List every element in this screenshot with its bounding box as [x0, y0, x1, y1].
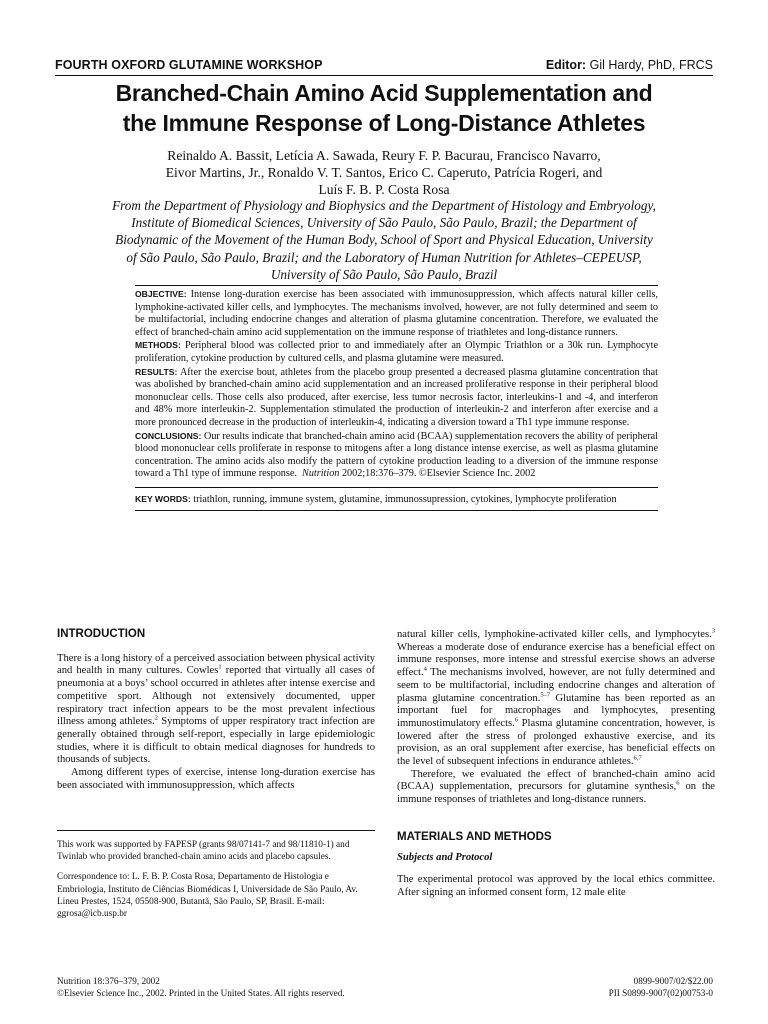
footer-copyright-line: ©Elsevier Science Inc., 2002. Printed in the United States. All rights reserved.: [57, 988, 345, 998]
running-header: [55, 52, 713, 76]
editor-name: Gil Hardy, PhD, FRCS: [589, 58, 713, 72]
right-p1-text-c: The mechanisms involved, however, are not fully determined and seem to be multifactorial, including endocrine changes and alteration of plasma glutamine concentration.: [397, 667, 715, 704]
right-paragraph-3: The experimental protocol was approved by the local ethics committee. After signing an informed consent form, 12 male elite: [397, 874, 715, 898]
ref-mark: 6: [514, 716, 519, 724]
article-title: [55, 78, 713, 138]
ref-mark: 6: [676, 779, 680, 787]
right-p1-text-d: Glutamine has been reported as an important fuel for macrophages and lymphocytes, presenting immunostimulatory effects.: [397, 692, 715, 729]
footer-pii: PII S0899-9007(02)00753-0: [608, 988, 713, 998]
keywords-text: triathlon, running, immune system, glutamine, immunossupression, cytokines, lymphocyte proliferation: [193, 493, 617, 505]
ref-mark: 5–7: [540, 690, 551, 698]
affiliations: From the Department of Physiology and Biophysics and the Department of Histology and Embryology, Institute of Biomedical Sciences, University of São Paulo, São Paulo, Brazil; the Department of Biodynamic of the Movement of the Human Body, School of Sport and Physical Education, University of São Paulo, São Paulo, Brazil; and the Laboratory of Human Nutrition for Athletes–CEPEUSP, University of São Paulo, São Paulo, Brazil: [112, 198, 656, 282]
abstract-results: [135, 366, 658, 430]
ref-mark: 6,7: [633, 754, 642, 762]
title-line-1: Branched-Chain Amino Acid Supplementation and: [115, 80, 653, 106]
authors-line-1: Reinaldo A. Bassit, Letícia A. Sawada, Reury F. P. Bacurau, Francisco Navarro,: [167, 148, 601, 163]
authors-line-2: Eivor Martins, Jr., Ronaldo V. T. Santos, Erico C. Caperuto, Patrícia Rogeri, and: [165, 165, 603, 180]
intro-p1-text-b: reported that virtually all cases of pneumonia at a boys’ school occurred in athletes after intense exercise and competitive sport. Although not extensively documented, upper respiratory tract infection appears to be the most prevalent infectious illness among athletes.: [57, 665, 375, 728]
methods-heading: MATERIALS AND METHODS: [397, 830, 552, 843]
ref-mark: 4: [423, 665, 427, 673]
objective-text: Intense long-duration exercise has been associated with immunosuppression, which affects natural killer cells, lymphokine-activated killer cells, and lymphocytes. The mechanisms involved, however, are not fully determined and seem to be multifactorial, including endocrine changes and alteration of plasma glutamine concentration. Therefore, we evaluated the effect of branched-chain amino acid supplementation on the immune response of triathletes and long-distance runners.: [135, 289, 659, 338]
title-line-2: the Immune Response of Long-Distance Athletes: [122, 110, 646, 136]
right-p1-text-a: natural killer cells, lymphokine-activated killer cells, and lymphocytes.: [397, 629, 712, 640]
abstract-objective: [135, 288, 658, 339]
introduction-heading: INTRODUCTION: [57, 628, 146, 640]
methods-text: Peripheral blood was collected prior to and immediately after an Olympic Triathlon or a 30k run. Lymphocyte proliferation, cytokine production by cultured cells, and plasma glutamine were measured.: [135, 340, 658, 364]
right-column: [397, 629, 715, 900]
author-list: [130, 147, 638, 198]
abstract-keywords: [135, 487, 658, 507]
left-column: [57, 628, 375, 792]
ref-mark: 1: [218, 663, 222, 671]
correspondence-footnote: Correspondence to: L. F. B. P. Costa Rosa, Departamento de Histologia e Embriologia, Instituto de Ciências Biomédicas I, Universidade de São Paulo, Av. Lineu Prestes, 1524, 05508-900, Butantã, São Paulo, SP, Brasil. E-mail: ggrosa@icb.usp.br: [57, 872, 358, 920]
intro-paragraph-2: Among different types of exercise, intense long-duration exercise has been associated with immunosuppression, which affects: [57, 767, 375, 791]
right-paragraph-2: [397, 769, 715, 807]
footer-citation: [57, 975, 345, 999]
ref-mark: 2: [154, 714, 158, 722]
right-paragraph-1: [397, 629, 715, 769]
footer-issn: 0899-9007/02/$22.00: [633, 976, 713, 986]
abstract-conclusions: [135, 430, 658, 481]
abstract-box: [135, 285, 658, 511]
right-p1-text-e: Plasma glutamine concentration, however, is lowered after the stress of prolonged exhaustive exercise, and its provision, as an oral supplement after exercise, has beneficial effects on the level of subsequent infections in endurance athletes.: [397, 717, 715, 768]
methods-label: METHODS:: [135, 340, 181, 351]
right-p2-text-b: on the immune responses of triathletes and long-distance runners.: [397, 781, 715, 806]
objective-label: OBJECTIVE:: [135, 289, 187, 299]
authors-line-3: Luís F. B. P. Costa Rosa: [318, 182, 450, 197]
editor-label: Editor:: [545, 58, 587, 72]
conclusions-label: CONCLUSIONS:: [135, 430, 202, 441]
ref-mark: 3: [711, 627, 715, 635]
right-p1-text-b: Whereas a moderate dose of endurance exercise has a beneficial effect on immune responses, more intense and stressful exercise shows an adverse effect.: [397, 641, 715, 679]
citation-text: 2002;18:376–379. ©Elsevier Science Inc. 2002: [341, 468, 536, 480]
right-p2-text-a: Therefore, we evaluated the effect of branched-chain amino acid (BCAA) supplementation, precursors for glutamine synthesis,: [397, 768, 715, 793]
editor-credit: [546, 58, 713, 72]
footer-journal-line: Nutrition 18:376–379, 2002: [57, 976, 160, 986]
keywords-label: KEY WORDS:: [135, 493, 191, 504]
footnotes: [57, 830, 375, 928]
intro-p1-text-a: There is a long history of a perceived association between physical activity and health in many cultures. Cowles: [57, 652, 375, 677]
intro-paragraph-1: [57, 653, 375, 767]
footer-identifiers: [609, 975, 713, 999]
subjects-subheading: Subjects and Protocol: [397, 851, 493, 863]
funding-footnote: This work was supported by FAPESP (grants 98/07141-7 and 98/11810-1) and Twinlab who provided branched-chain amino acids and placebo capsules.: [57, 840, 350, 863]
journal-name: Nutrition: [302, 468, 340, 480]
workshop-title: FOURTH OXFORD GLUTAMINE WORKSHOP: [55, 58, 323, 72]
intro-p1-text-c: Symptoms of upper respiratory tract infection are generally obtained through self-report, especially in large epidemiologic studies, where it is difficult to obtain medical diagnoses for hundreds to thousands of subjects.: [57, 716, 375, 766]
abstract-methods: [135, 339, 658, 365]
conclusions-text: Our results indicate that branched-chain amino acid (BCAA) supplementation recovers the ability of peripheral blood mononuclear cells proliferate in response to mitogens after a long distance intense exercise, as well as plasma glutamine concentration. The amino acids also modify the pattern of cytokine production leading to a diversion of the immune response toward a Th1 type of immune response.: [135, 430, 658, 480]
results-text: After the exercise bout, athletes from the placebo group presented a decreased plasma glutamine concentration that was abolished by branched-chain amino acid supplementation and an increased proliferative response in their peripheral blood mononuclear cells. Those cells also produced, after exercise, less tumor necrosis factor, interleukins-1 and -4, and interferon and 48% more interleukin-2. Supplementation stimulated the production of interleukin-2 and interferon after exercise and a more pronounced decrease in the production of interleukin-4, indicating a diversion toward a Th1 type immune response.: [135, 366, 659, 428]
results-label: RESULTS:: [135, 366, 178, 377]
